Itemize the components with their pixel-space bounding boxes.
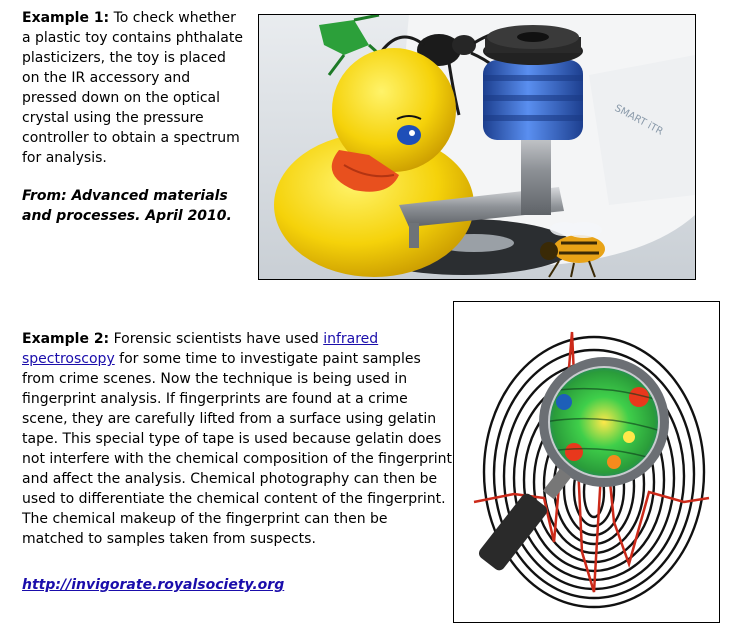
example2-label: Example 2: xyxy=(22,331,110,347)
rubber-duck-on-ir-accessory-photo xyxy=(259,15,695,279)
infrared-spectroscopy-link[interactable]: infrared spectroscopy xyxy=(22,331,379,367)
example1-body: To check whether a plastic toy contains phthalate plasticizers, the toy is placed on the IR accessory and pressed down on the optical crystal using the pressure controller to obtain a spectrum for analysis. xyxy=(22,10,243,166)
example2-body-start: Forensic scientists have used xyxy=(109,331,324,347)
example2-paragraph xyxy=(22,329,452,549)
example1-label: Example 1: xyxy=(22,10,110,26)
device-label: SMART iTR xyxy=(612,102,665,138)
royal-society-link[interactable]: http://invigorate.royalsociety.org xyxy=(22,577,285,593)
fingerprint-magnifier-illustration xyxy=(454,302,719,622)
fingerprint-illustration xyxy=(453,301,720,623)
example2-body-rest: for some time to investigate paint samples from crime scenes. Now the technique is being used in fingerprint analysis. If fingerprints are found at a crime scene, they are carefully lifted from a surface using gelatin tape. This special type of tape is used because gelatin does not interfere with the chemical composition of the fingerprint and affect the analysis. Chemical photography can then be used to differentiate the chemical content of the fingerprint. The chemical makeup of the fingerprint can then be matched to samples taken from suspects. xyxy=(22,351,452,547)
example1-paragraph xyxy=(22,8,247,168)
rubber-duck-photo xyxy=(258,14,696,280)
example1-source: From: Advanced materials and processes. April 2010. xyxy=(22,188,232,224)
